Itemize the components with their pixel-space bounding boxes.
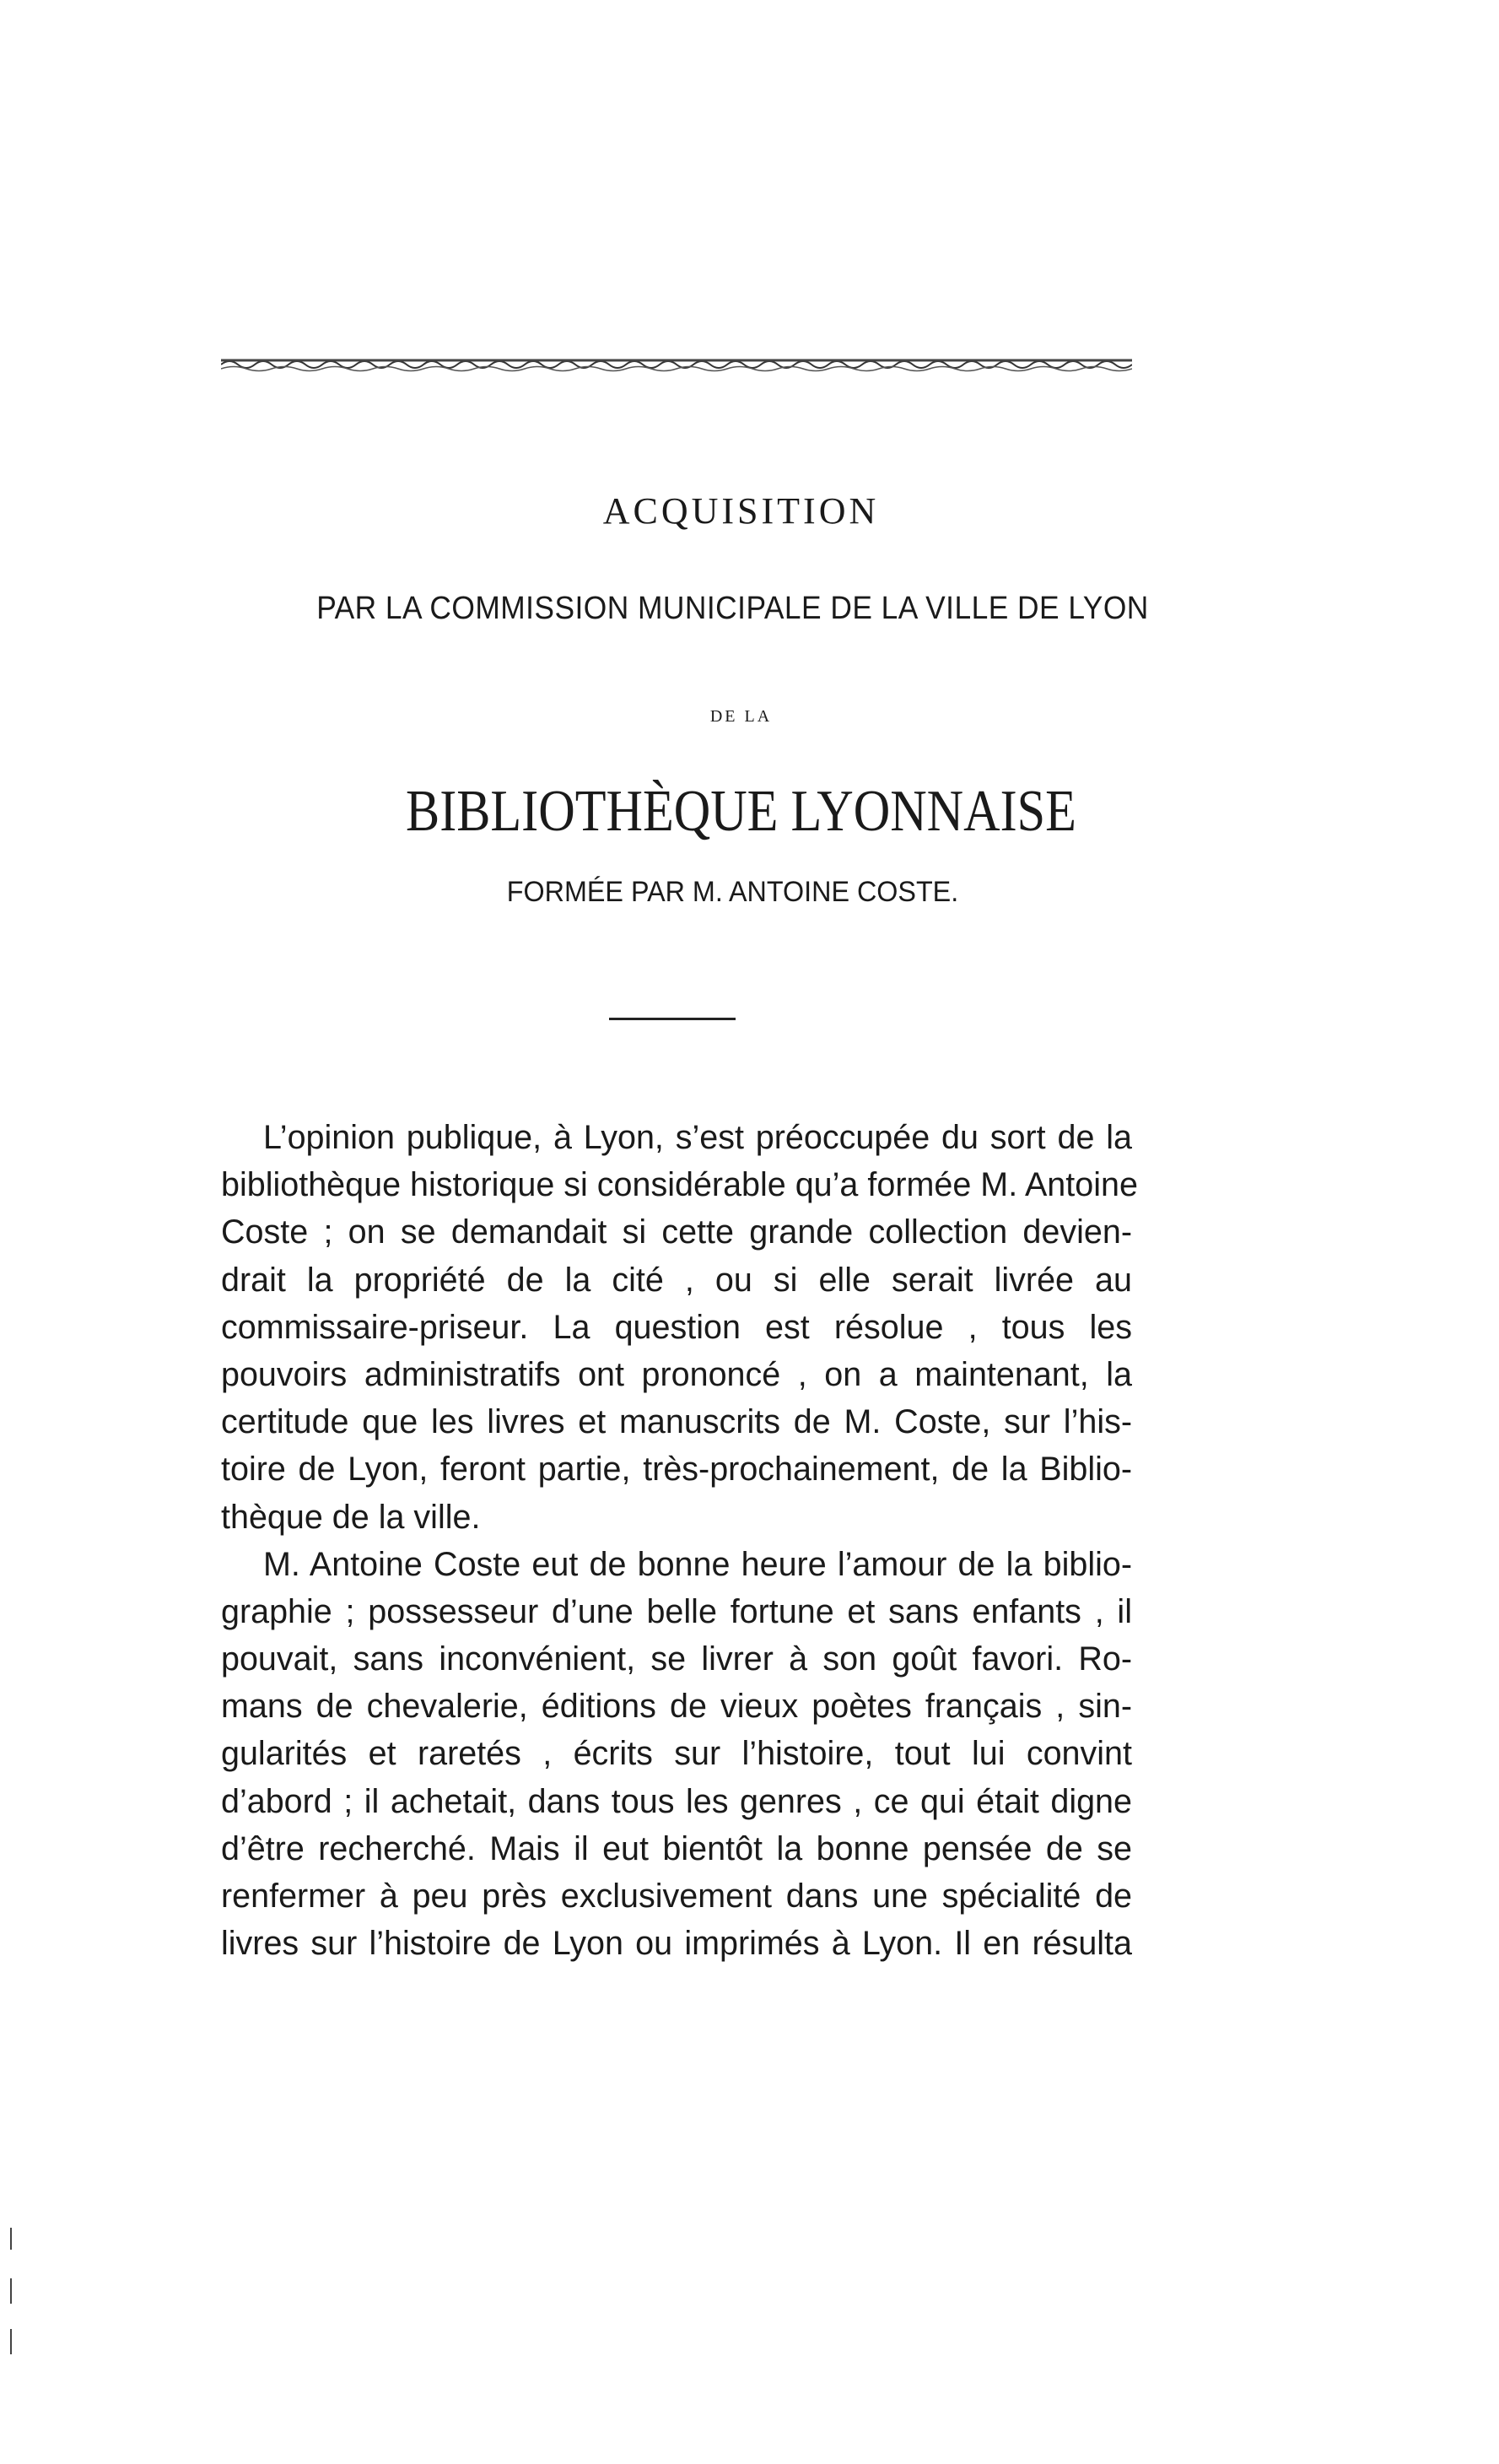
body-text — [221, 1114, 1138, 1967]
text-line: toire de Lyon, feront partie, très-prochainement, de la Biblio- — [221, 1451, 1132, 1489]
text-line: M. Antoine Coste eut de bonne heure l’amour de la biblio- — [263, 1545, 1132, 1583]
text-line: certitude que les livres et manuscrits de M. Coste, sur l’his- — [221, 1403, 1132, 1441]
text-line: bibliothèque historique si considérable qu’a formée M. Antoine — [221, 1166, 1138, 1204]
text-line: renfermer à peu près exclusivement dans une spécialité de — [221, 1878, 1132, 1915]
text-line: L’opinion publique, à Lyon, s’est préoccupée du sort de la — [263, 1119, 1132, 1156]
text-line: d’être recherché. Mais il eut bientôt la bonne pensée de se — [221, 1829, 1132, 1867]
text-line: pouvoirs administratifs ont prononcé , on a maintenant, la — [221, 1355, 1132, 1393]
text-line: drait la propriété de la cité , ou si elle serait livrée au — [221, 1261, 1132, 1299]
section-divider-rule — [609, 1018, 736, 1020]
heading-formee-par: FORMÉE PAR M. ANTOINE COSTE. — [506, 876, 959, 908]
paragraph-2 — [221, 1541, 1132, 1968]
decorative-ornament-rule — [221, 348, 1132, 376]
text-line: Coste ; on se demandait si cette grande collection devien- — [221, 1213, 1132, 1251]
text-line: commissaire-priseur. La question est résolue , tous les — [221, 1308, 1132, 1346]
scan-mark — [10, 2278, 12, 2304]
heading-bibliotheque-lyonnaise: BIBLIOTHÈQUE LYONNAISE — [406, 779, 1076, 844]
heading-par-la-commission: PAR LA COMMISSION MUNICIPALE DE LA VILLE DE LYON — [316, 591, 1149, 626]
text-line: d’abord ; il achetait, dans tous les genres , ce qui était digne — [221, 1782, 1132, 1820]
text-line: pouvait, sans inconvénient, se livrer à son goût favori. Ro- — [221, 1640, 1132, 1678]
text-line: mans de chevalerie, éditions de vieux poètes français , sin- — [221, 1688, 1132, 1726]
text-line: livres sur l’histoire de Lyon ou imprimés à Lyon. Il en résulta — [221, 1925, 1132, 1963]
text-line: thèque de la ville. — [221, 1498, 481, 1536]
text-line: gularités et raretés , écrits sur l’histoire, tout lui convint — [221, 1735, 1132, 1773]
text-line: graphie ; possesseur d’une belle fortune et sans enfants , il — [221, 1592, 1132, 1630]
scan-mark — [10, 2228, 12, 2250]
heading-de-la: DE LA — [709, 707, 773, 726]
paragraph-1 — [221, 1114, 1138, 1541]
heading-acquisition: ACQUISITION — [602, 490, 880, 532]
scan-mark — [10, 2329, 12, 2354]
